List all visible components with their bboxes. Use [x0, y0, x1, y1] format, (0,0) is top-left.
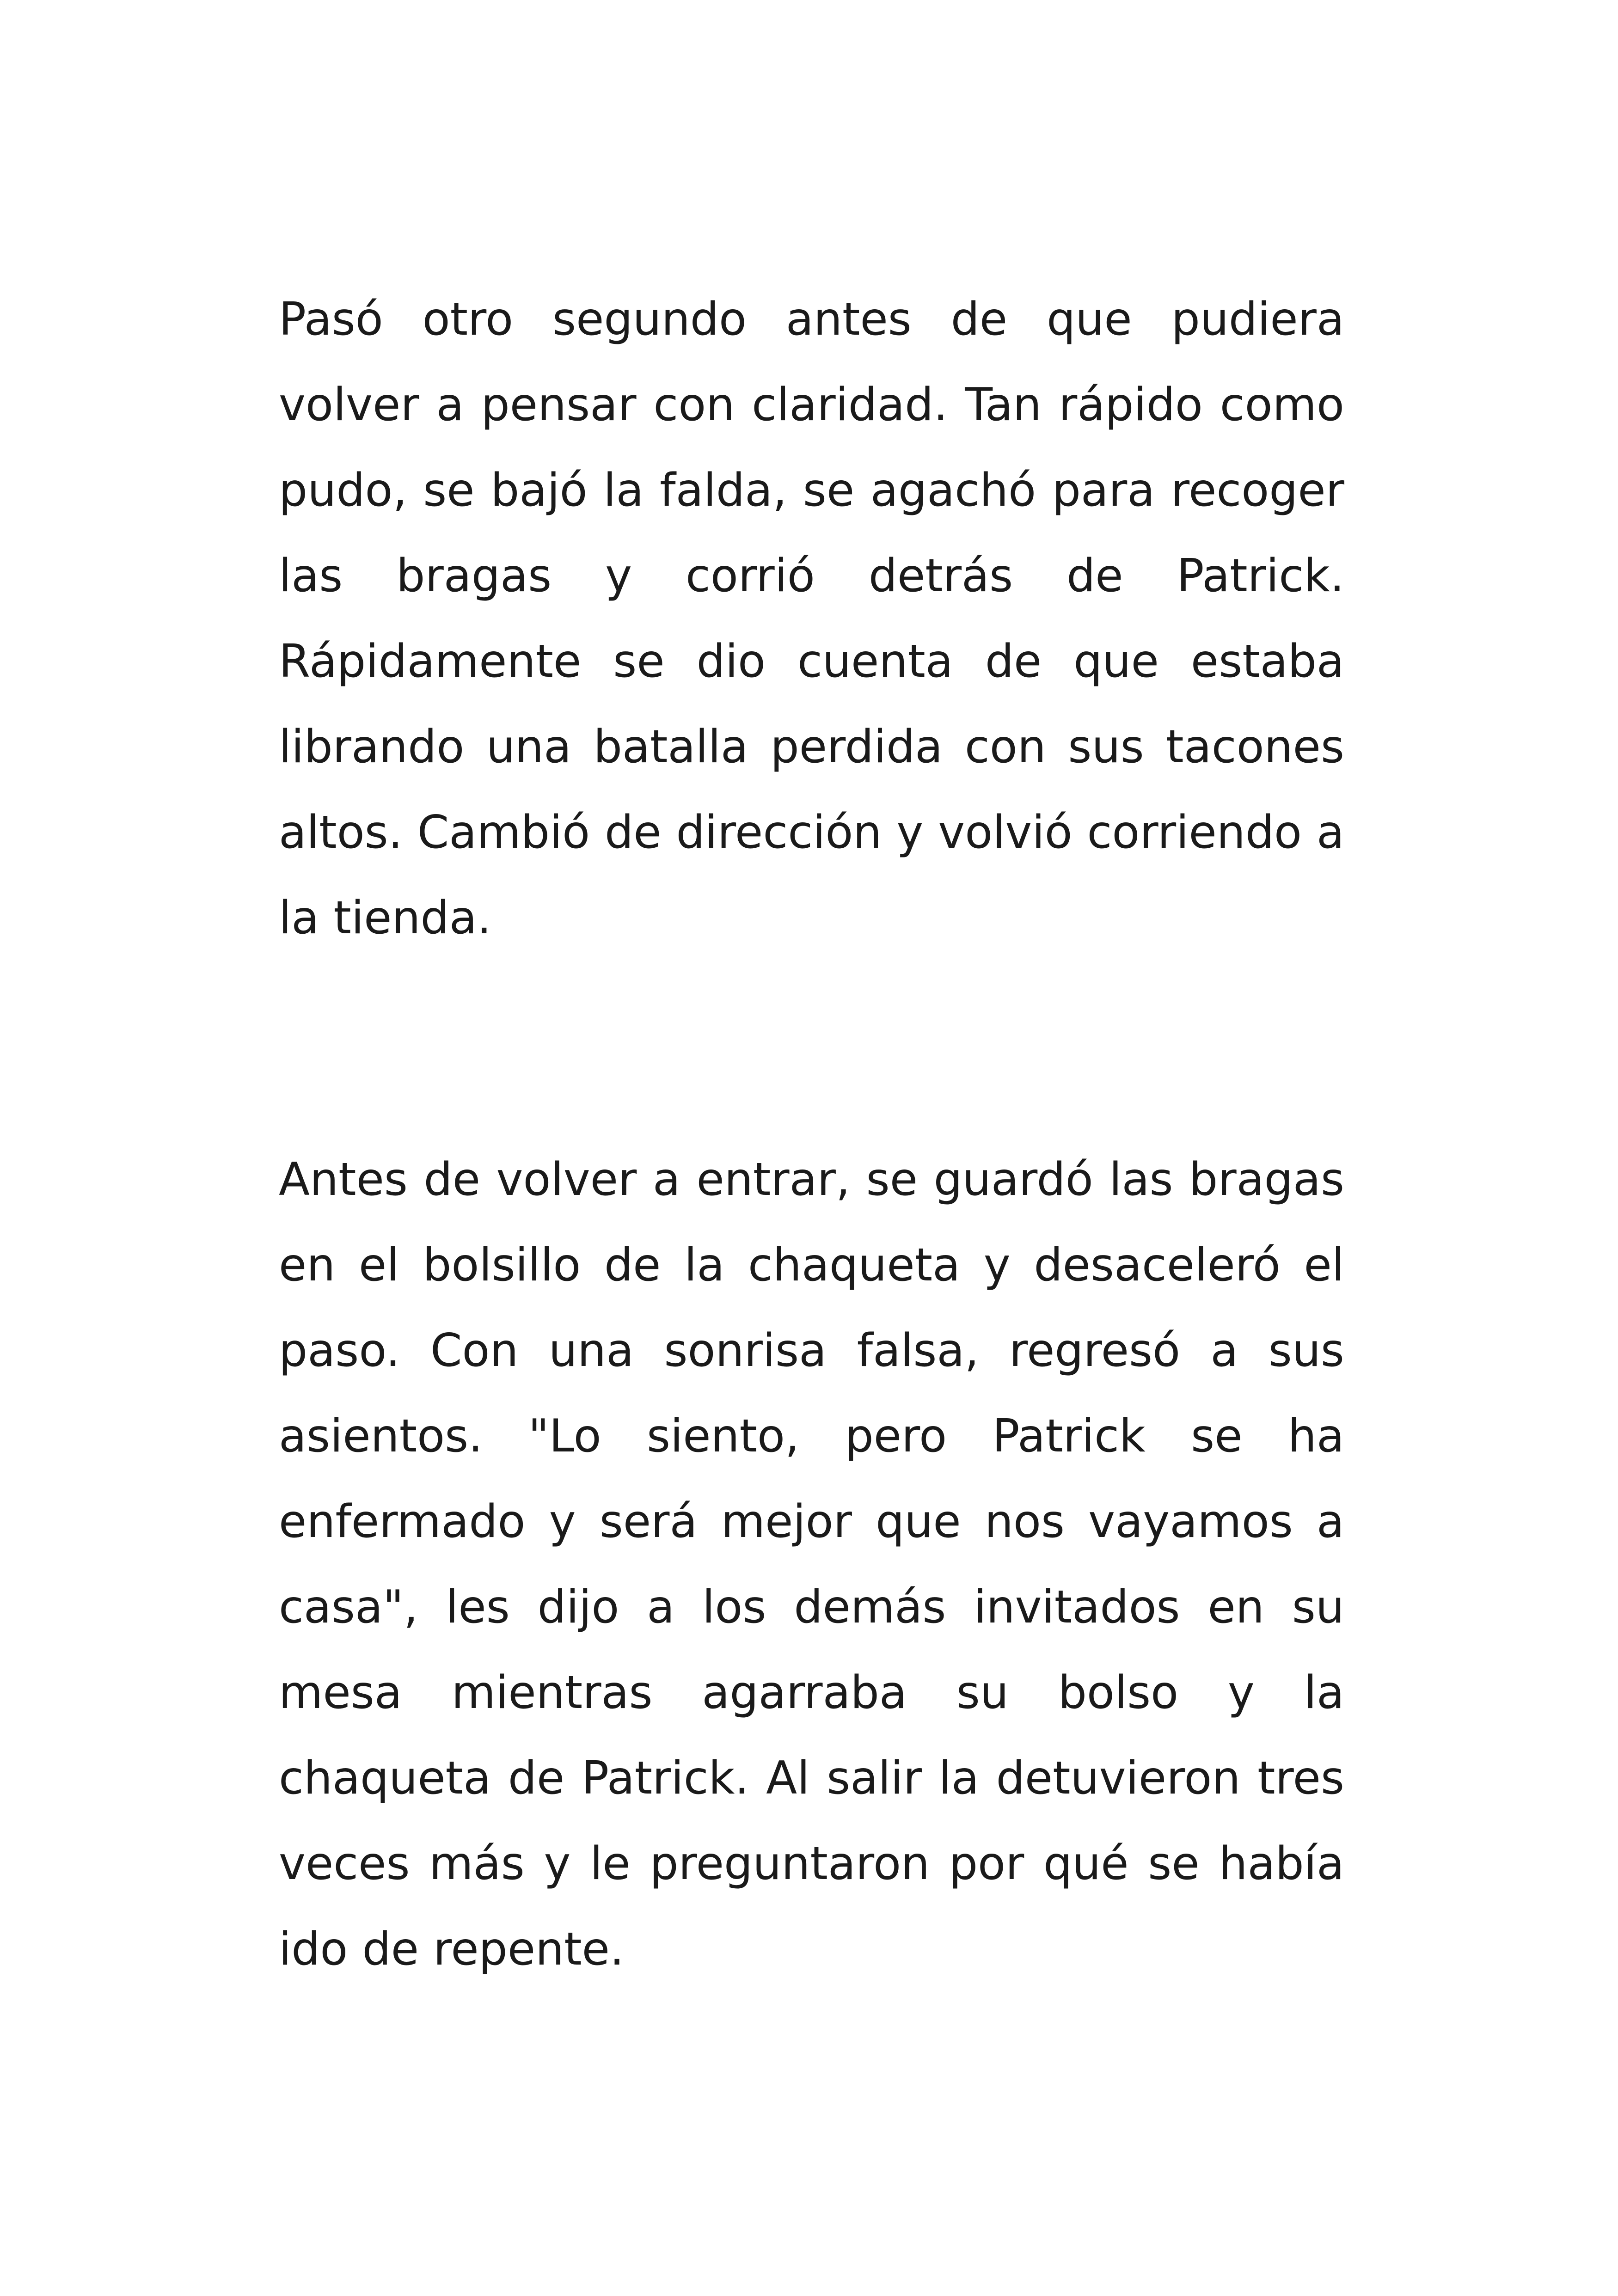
paragraph-2: Antes de volver a entrar, se guardó las bragas en el bolsillo de la chaqueta y desaceleró el paso. Con una sonrisa falsa, regresó a sus asientos. "Lo siento, pero Patrick se ha enfermado y será mejor que nos vayamos a casa", les dijo a los demás invitados en su mesa mientras agarraba su bolso y la chaqueta de Patrick. Al salir la detuvieron tres veces más y le preguntaron por qué se había ido de repente.	[279, 1153, 1344, 1976]
paragraph-1: Pasó otro segundo antes de que pudiera volver a pensar con claridad. Tan rápido como pudo, se bajó la falda, se agachó para recoger las bragas y corrió detrás de Patrick. Rápidamente se dio cuenta de que estaba librando una batalla perdida con sus tacones altos. Cambió de dirección y volvió corriendo a la tienda.	[279, 293, 1344, 944]
